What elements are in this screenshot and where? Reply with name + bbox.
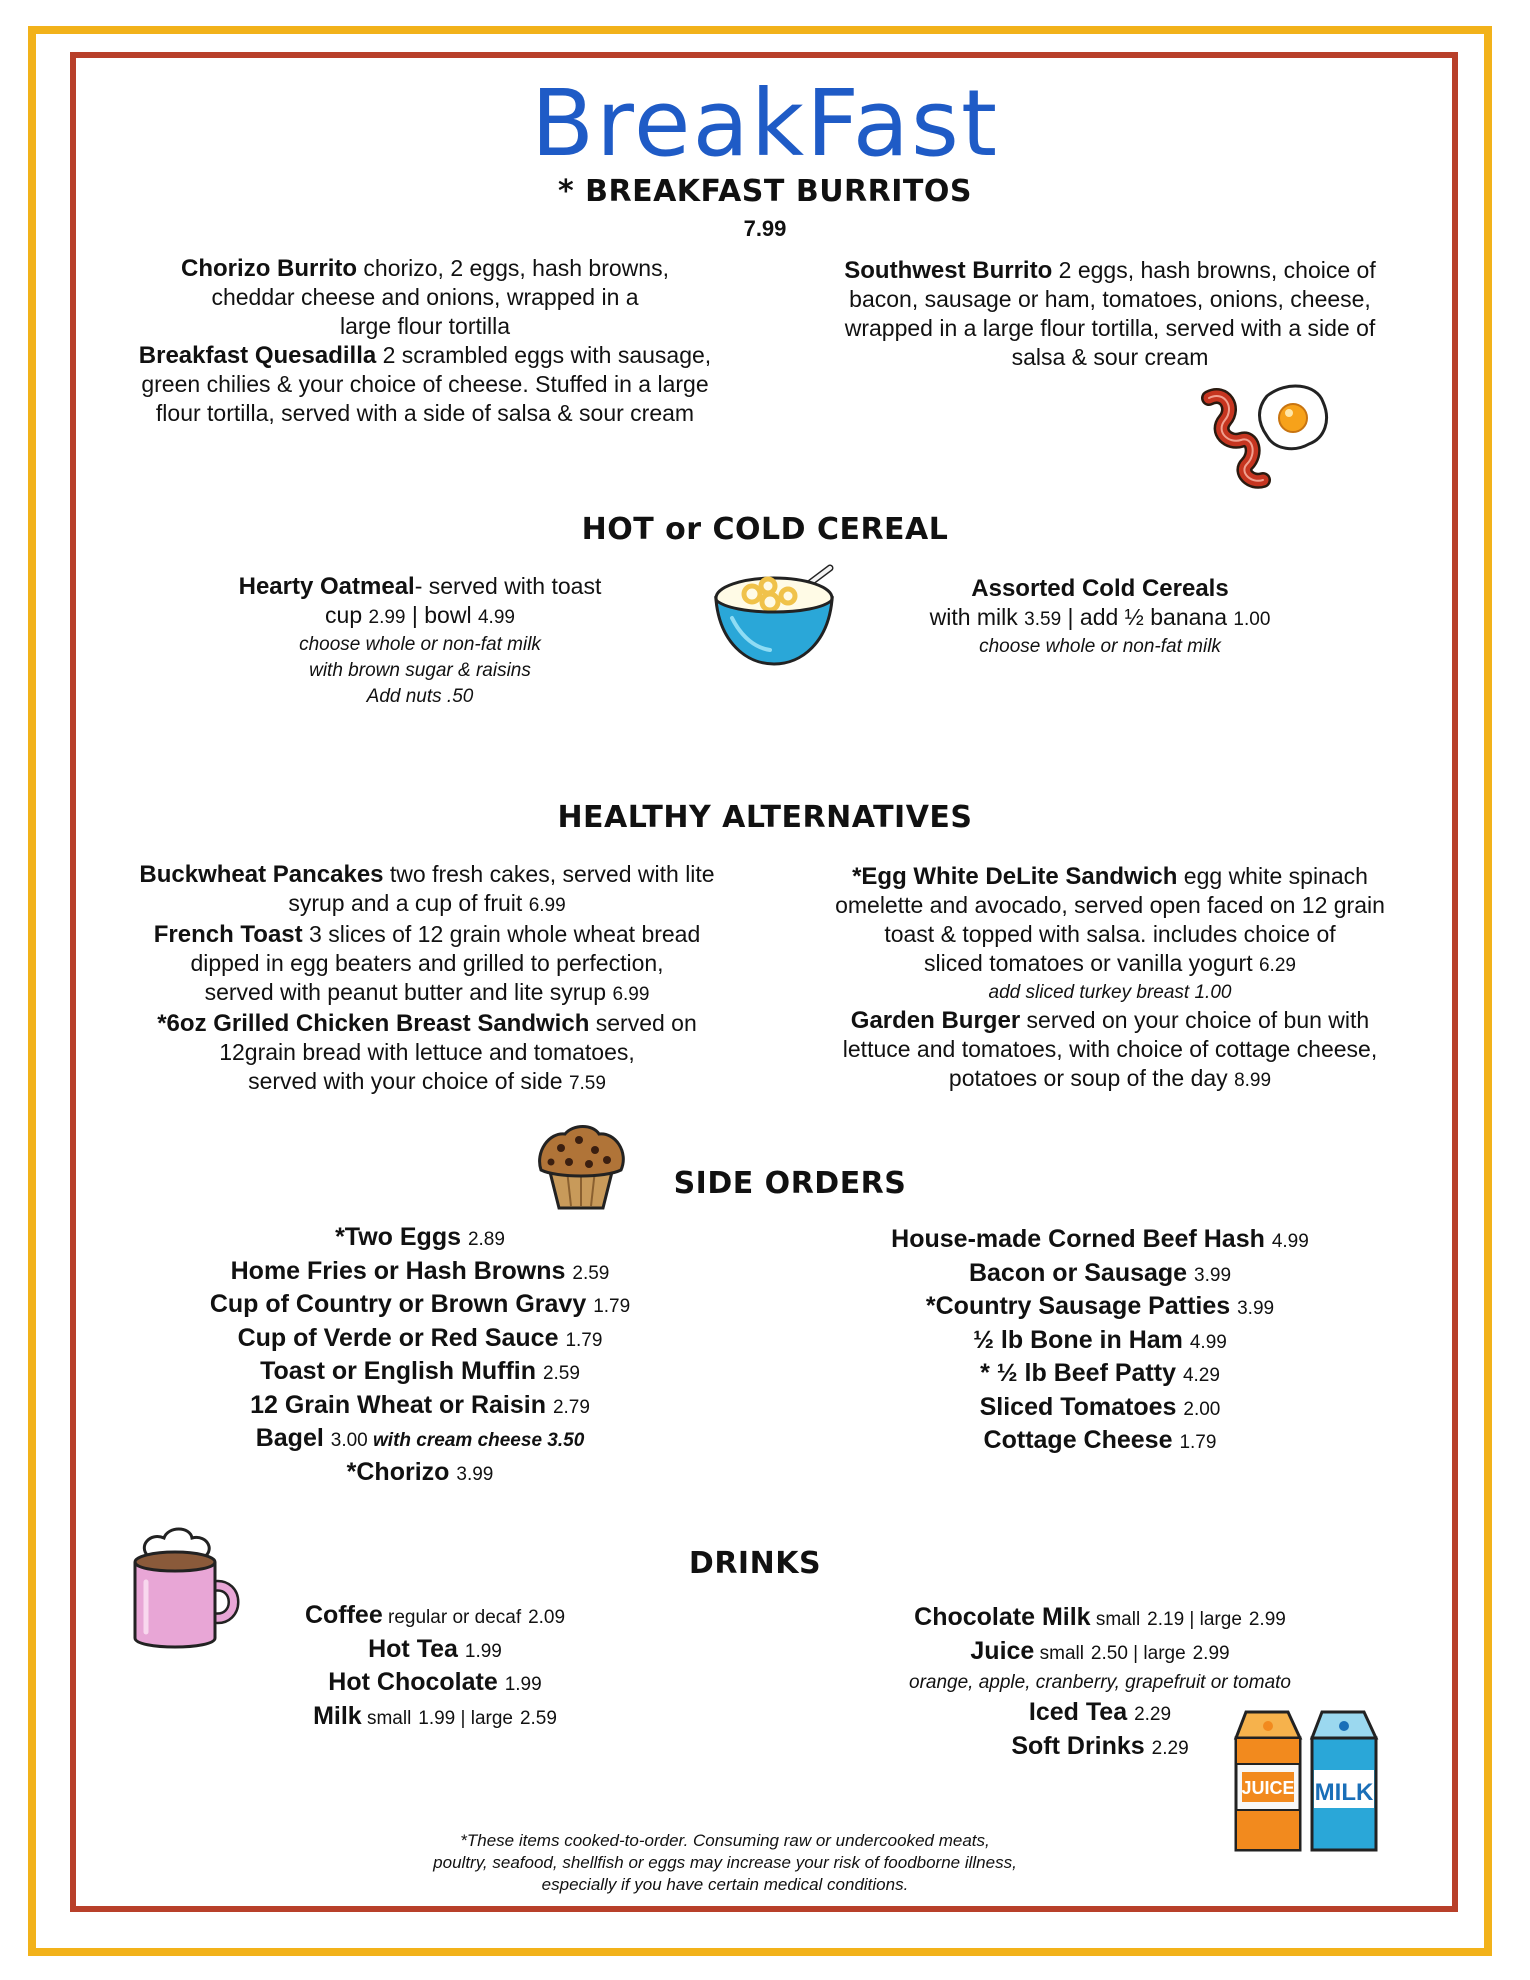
price: 1.99 — [504, 1674, 542, 1695]
item-desc-line: dipped in egg beaters and grilled to perfection, — [190, 950, 664, 976]
item-desc-line: lettuce and tomatoes, with choice of cottage cheese, — [842, 1036, 1378, 1062]
price: 6.99 — [612, 984, 650, 1005]
item-desc-line: served with peanut butter and lite syrup — [204, 979, 607, 1005]
price: 2.50 — [1090, 1642, 1128, 1664]
price: 2.00 — [1183, 1398, 1221, 1420]
price: 1.99 — [418, 1707, 456, 1729]
side-item: 12 Grain Wheat or Raisin 2.79 — [250, 1390, 590, 1419]
item-desc: 2 scrambled eggs with sausage, — [376, 342, 712, 368]
item-desc-line: green chilies & your choice of cheese. Stuffed in a large — [141, 371, 709, 397]
carton-milk-label: MILK — [1314, 1779, 1374, 1806]
drink-item-soft-drinks: Soft Drinks 2.29 — [1011, 1731, 1189, 1760]
price: 4.99 — [477, 607, 515, 628]
item-note: choose whole or non-fat milk — [299, 634, 541, 655]
item-name: Southwest Burrito — [844, 257, 1053, 284]
price: 4.29 — [1182, 1365, 1220, 1386]
drink-item-juice: Juice small 2.50 | large 2.99 — [970, 1636, 1230, 1665]
item-desc-line: toast & topped with salsa. includes choice of — [884, 921, 1336, 947]
price: 2.59 — [542, 1363, 580, 1384]
menu-item-egg-white-delite — [790, 862, 1430, 891]
disclaimer-line: *These items cooked-to-order. Consuming raw or undercooked meats, — [460, 1831, 990, 1850]
cocoa-mug-icon — [128, 1526, 238, 1656]
price: 3.99 — [456, 1463, 494, 1485]
disclaimer-line: poultry, seafood, shellfish or eggs may increase your risk of foodborne illness, — [433, 1853, 1017, 1872]
item-desc-line: sliced tomatoes or vanilla yogurt — [924, 950, 1253, 976]
side-item: Cup of Verde or Red Sauce 1.79 — [237, 1323, 603, 1352]
item-desc-line: served with your choice of side — [248, 1068, 563, 1094]
size-label: cup — [325, 602, 363, 628]
item-name: Garden Burger — [850, 1007, 1021, 1034]
healthy-left-column — [92, 860, 762, 1098]
item-desc: served on — [589, 1010, 697, 1036]
drink-item-coffee: Coffee regular or decaf 2.09 — [304, 1601, 566, 1629]
disclaimer — [330, 1830, 1120, 1896]
price: 3.99 — [1237, 1298, 1275, 1319]
drink-item-hot-chocolate: Hot Chocolate 1.99 — [328, 1668, 542, 1696]
side-item: Bagel 3.00 with cream cheese 3.50 — [255, 1424, 585, 1452]
drink-item-hot-tea: Hot Tea 1.99 — [368, 1634, 502, 1663]
page-title: BreakFast — [530, 70, 1000, 177]
price: 1.79 — [565, 1329, 603, 1351]
item-desc-line: salsa & sour cream — [1011, 344, 1209, 370]
item-desc: two fresh cakes, served with lite — [383, 861, 715, 887]
side-item: Bacon or Sausage 3.99 — [968, 1258, 1232, 1287]
item-name: Hearty Oatmeal — [238, 573, 415, 600]
price: 4.99 — [1189, 1331, 1227, 1353]
menu-item-chorizo-burrito — [95, 254, 755, 283]
price: 3.59 — [1024, 609, 1062, 630]
item-name: Buckwheat Pancakes — [139, 861, 384, 888]
price: 7.59 — [568, 1073, 606, 1094]
price: 2.99 — [1192, 1642, 1230, 1664]
price: 1.99 — [464, 1640, 502, 1662]
juice-milk-cartons-icon — [1228, 1708, 1398, 1858]
price: 2.89 — [467, 1229, 505, 1250]
price: 8.99 — [1234, 1070, 1272, 1091]
option-label: with milk — [929, 604, 1018, 630]
price: 2.79 — [552, 1396, 590, 1418]
section-heading-sides: SIDE ORDERS — [673, 1166, 907, 1201]
price: 2.99 — [368, 607, 406, 628]
item-desc-line: flour tortilla, served with a side of salsa & sour cream — [155, 400, 695, 426]
side-item: Sliced Tomatoes 2.00 — [979, 1392, 1221, 1421]
section-heading-cereal: HOT or COLD CEREAL — [581, 512, 949, 547]
item-desc: - served with toast — [414, 573, 602, 599]
juice-flavors: orange, apple, cranberry, grapefruit or tomato — [909, 1672, 1291, 1693]
item-name: French Toast — [153, 921, 303, 948]
sides-right-column — [820, 1224, 1380, 1459]
side-item: Toast or English Muffin 2.59 — [260, 1357, 580, 1385]
item-desc-line: potatoes or soup of the day — [948, 1065, 1228, 1091]
menu-item-grilled-chicken-sandwich — [92, 1009, 762, 1038]
item-note: with brown sugar & raisins — [309, 660, 531, 681]
side-item: * ½ lb Beef Patty 4.29 — [980, 1359, 1220, 1387]
price: 2.99 — [1248, 1609, 1286, 1630]
side-item: Home Fries or Hash Browns 2.59 — [230, 1256, 610, 1285]
drink-item-chocolate-milk: Chocolate Milk small 2.19 | large 2.99 — [914, 1603, 1286, 1631]
item-note: choose whole or non-fat milk — [979, 636, 1221, 657]
burritos-price: 7.99 — [743, 216, 787, 241]
item-addon: add sliced turkey breast 1.00 — [988, 982, 1232, 1003]
item-name: Breakfast Quesadilla — [138, 342, 377, 369]
item-desc: 3 slices of 12 grain whole wheat bread — [302, 921, 701, 947]
section-heading-drinks: DRINKS — [688, 1546, 822, 1581]
price: 6.29 — [1258, 955, 1296, 976]
drink-item-iced-tea: Iced Tea 2.29 — [1028, 1698, 1172, 1726]
item-note: Add nuts .50 — [366, 686, 474, 707]
price: 2.59 — [519, 1707, 557, 1729]
item-desc-line: cheddar cheese and onions, wrapped in a — [211, 284, 639, 310]
menu-item-breakfast-quesadilla — [95, 341, 755, 370]
price: 2.19 — [1147, 1609, 1185, 1630]
option-label: add ½ banana — [1079, 604, 1228, 630]
menu-item-french-toast — [92, 920, 762, 949]
drinks-left-column — [225, 1600, 645, 1734]
item-desc-line: omelette and avocado, served open faced on 12 grain — [835, 892, 1385, 918]
side-item: *Chorizo 3.99 — [346, 1457, 494, 1486]
side-item: *Country Sausage Patties 3.99 — [925, 1292, 1275, 1320]
price: 1.00 — [1233, 609, 1271, 630]
carton-juice-label: JUICE — [1241, 1778, 1295, 1798]
item-name: *6oz Grilled Chicken Breast Sandwich — [157, 1010, 590, 1037]
price-extra: with cream cheese 3.50 — [367, 1430, 585, 1451]
disclaimer-line: especially if you have certain medical conditions. — [541, 1875, 909, 1894]
muffin-icon — [535, 1124, 627, 1210]
menu-item-assorted-cold-cereals: Assorted Cold Cereals with milk 3.59 | add ½ banana 1.00 choose whole or non-fat milk — [880, 574, 1320, 660]
size-label: bowl — [424, 602, 472, 628]
side-item: ½ lb Bone in Ham 4.99 — [973, 1325, 1227, 1354]
item-desc-line: wrapped in a large flour tortilla, served with a side of — [844, 315, 1376, 341]
side-item: *Two Eggs 2.89 — [335, 1223, 505, 1251]
item-name: Chorizo Burrito — [181, 255, 358, 282]
side-item: House-made Corned Beef Hash 4.99 — [891, 1225, 1309, 1253]
item-name: *Egg White DeLite Sandwich — [852, 863, 1178, 890]
menu-item-garden-burger — [790, 1006, 1430, 1035]
cereal-bowl-icon — [712, 562, 842, 668]
price: 2.29 — [1134, 1704, 1172, 1725]
price: 3.00 — [330, 1430, 368, 1451]
sides-left-column — [140, 1222, 700, 1490]
side-item: Cup of Country or Brown Gravy 1.79 — [209, 1290, 631, 1318]
item-desc: egg white spinach — [1177, 863, 1368, 889]
price: 6.99 — [528, 895, 566, 916]
item-desc-line: 12grain bread with lettuce and tomatoes, — [219, 1039, 635, 1065]
bacon-egg-icon — [1195, 380, 1335, 490]
section-heading-burritos: * BREAKFAST BURRITOS — [557, 174, 972, 209]
item-desc: 2 eggs, hash browns, choice of — [1052, 257, 1376, 283]
price: 3.99 — [1194, 1264, 1232, 1286]
price: 1.79 — [593, 1296, 631, 1317]
price: 1.79 — [1179, 1432, 1217, 1453]
burritos-left-column — [95, 254, 755, 428]
item-desc-line: syrup and a cup of fruit — [288, 890, 523, 916]
item-desc-line: bacon, sausage or ham, tomatoes, onions, cheese, — [849, 286, 1371, 312]
menu-item-buckwheat-pancakes — [92, 860, 762, 889]
drink-item-milk: Milk small 1.99 | large 2.59 — [313, 1701, 557, 1730]
menu-item-southwest-burrito — [790, 256, 1430, 372]
item-desc: chorizo, 2 eggs, hash browns, — [357, 255, 669, 281]
side-item: Cottage Cheese 1.79 — [983, 1426, 1217, 1454]
item-desc-line: large flour tortilla — [339, 313, 511, 339]
item-name: Assorted Cold Cereals — [971, 575, 1229, 602]
price: 4.99 — [1271, 1231, 1309, 1252]
section-heading-healthy: HEALTHY ALTERNATIVES — [557, 800, 973, 835]
price: 2.09 — [528, 1607, 566, 1628]
price: 2.59 — [572, 1262, 610, 1284]
menu-item-hearty-oatmeal: Hearty Oatmeal- served with toast cup 2.99 | bowl 4.99 choose whole or non-fat milk with brown sugar & raisins Add nuts .50 — [190, 572, 650, 710]
healthy-right-column — [790, 862, 1430, 1095]
price: 2.29 — [1151, 1737, 1189, 1759]
item-desc: served on your choice of bun with — [1020, 1007, 1370, 1033]
